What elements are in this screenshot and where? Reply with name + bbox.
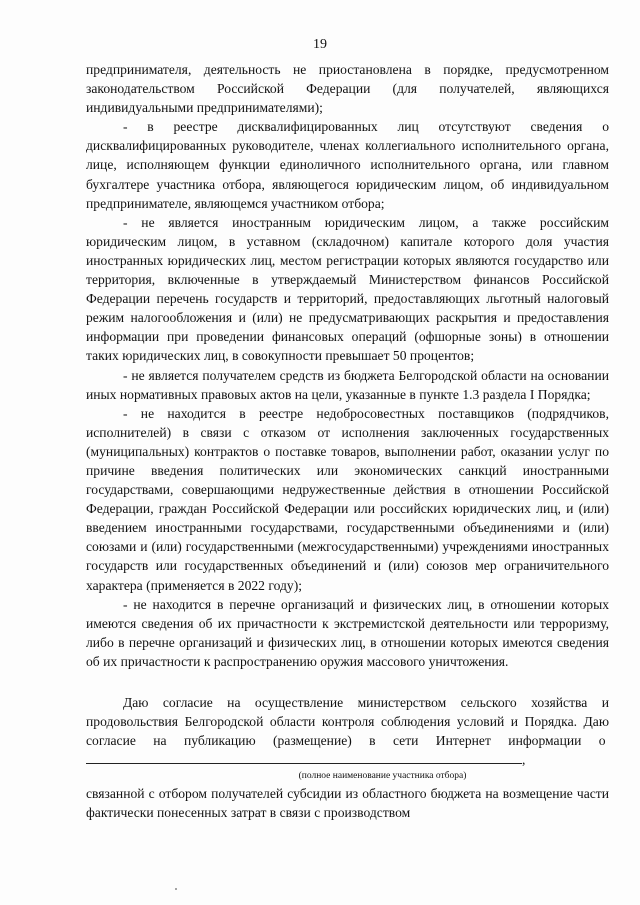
- consent-text: Даю согласие на осуществление министерством сельского хозяйства и продовольствия Белгородской области контроля соблюдения условий и Порядка. Даю согласие на публикацию (размещение) в сети Интернет информации о: [86, 695, 609, 749]
- consent-paragraph: [86, 693, 609, 769]
- paragraph-disqualified-registry: - в реестре дисквалифицированных лиц отсутствуют сведения о дисквалифицированных руководителе, членах коллегиального исполнительного органа, лице, исполняющем функции единоличного исполнительного органа, или главном бухгалтере участника отбора, являющегося юридическим лицом, об индивидуальном предпринимателе, являющемся участником отбора;: [86, 119, 609, 211]
- paragraph-entrepreneur-status: предпринимателя, деятельность не приостановлена в порядке, предусмотренном законодательством Российской Федерации (для получателей, являющихся индивидуальными предпринимателями);: [86, 62, 609, 116]
- continuation-paragraph: связанной с отбором получателей субсидии из областного бюджета на возмещение части фактически понесенных затрат в связи с производством: [86, 786, 609, 821]
- participant-name-caption: (полное наименование участника отбора): [298, 771, 467, 782]
- participant-name-field[interactable]: [86, 751, 522, 764]
- paragraph-extremism-list: - не находится в перечне организаций и физических лиц, в отношении которых имеются сведения об их причастности к экстремистской деятельности или терроризму, либо в перечне организаций и физических лиц, в отношении которых имеются сведения об их причастности к распространению оружия массового уничтожения.: [86, 596, 609, 669]
- consent-fill-end: ,: [522, 752, 526, 768]
- section-gap: [86, 671, 609, 693]
- document-body: [86, 60, 609, 823]
- paragraph-foreign-entity: - не является иностранным юридическим лицом, а также российским юридическим лицом, в уставном (складочном) капитале которого доля участия иностранных юридических лиц, местом регистрации которых являются государство или территория, включенные в утверждаемый Министерством финансов Российской Федерации перечень государств и территорий, предоставляющих льготный налоговый режим налогообложения и (или) не предусматривающих раскрытия и предоставления информации при проведении финансовых операций (офшорные зоны) в отношении таких юридических лиц, в совокупности превышает 50 процентов;: [86, 214, 609, 364]
- page-number: 19: [313, 37, 327, 52]
- paragraph-unfair-suppliers: - не находится в реестре недобросовестных поставщиков (подрядчиков, исполнителей) в связи с отказом от исполнения заключенных государственных (муниципальных) контрактов о поставке товаров, выполнении работ, оказании услуг по причине введения политических или экономических санкций иностранными государствами, совершающими недружественные действия в отношении Российской Федерации, граждан Российской Федерации или российских юридических лиц, и (или) введением иностранными государствами, государственными объединениями и (или) союзами и (или) государственными (межгосударственными) учреждениями иностранных государств или государственных объединений и (или) союзов мер ограничительного характера (применяется в 2022 году);: [86, 405, 609, 593]
- scan-speck: [175, 888, 177, 890]
- paragraph-budget-recipient: - не является получателем средств из бюджета Белгородской области на основании иных нормативных правовых актов на цели, указанные в пункте 1.3 раздела I Порядка;: [86, 367, 609, 402]
